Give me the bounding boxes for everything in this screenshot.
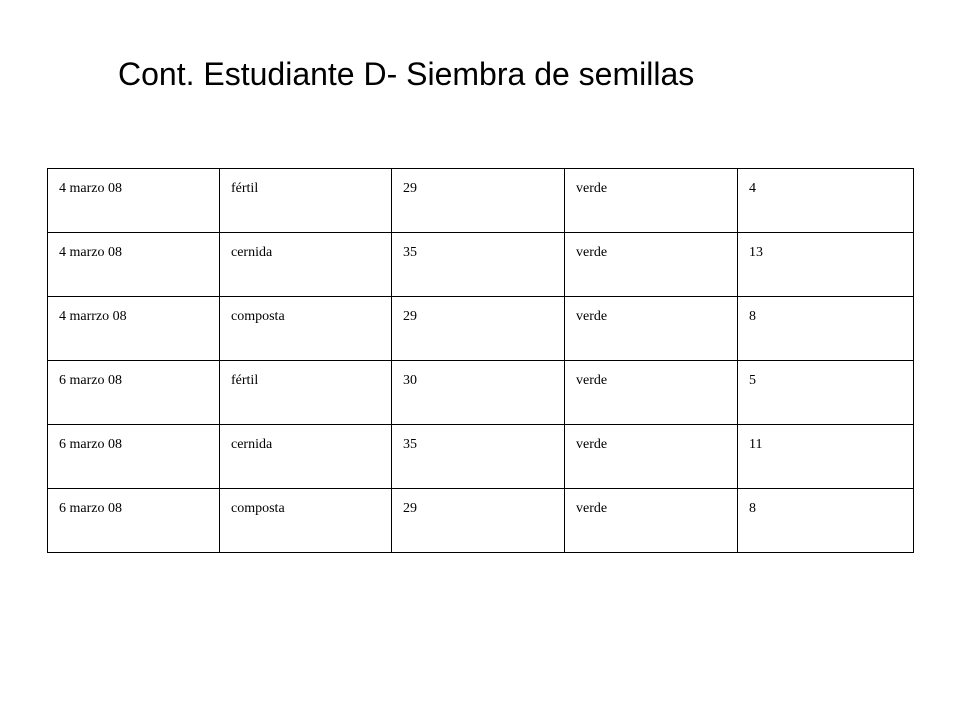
soil-text: fértil <box>231 181 259 196</box>
seed-planting-table <box>47 168 914 553</box>
date-text: 4 marzo 08 <box>59 245 122 260</box>
sprout-cell <box>738 297 914 361</box>
count-cell <box>392 169 565 233</box>
sprout-cell <box>738 233 914 297</box>
count-cell <box>392 233 565 297</box>
sprout-cell <box>738 361 914 425</box>
count-text: 35 <box>403 245 417 260</box>
soil-cell <box>220 233 392 297</box>
count-text: 35 <box>403 437 417 452</box>
slide-title: Cont. Estudiante D- Siembra de semillas <box>118 56 695 92</box>
sprout-cell <box>738 425 914 489</box>
date-text: 4 marzo 08 <box>59 181 122 196</box>
color-text: verde <box>576 181 608 196</box>
sprout-cell <box>738 169 914 233</box>
soil-cell <box>220 169 392 233</box>
count-text: 29 <box>403 309 417 324</box>
soil-text: composta <box>231 501 285 516</box>
color-cell <box>565 297 738 361</box>
date-cell <box>48 489 220 553</box>
color-text: verde <box>576 437 608 452</box>
table-row <box>48 233 914 297</box>
soil-cell <box>220 297 392 361</box>
date-cell <box>48 233 220 297</box>
sprout-cell <box>738 489 914 553</box>
color-text: verde <box>576 309 608 324</box>
color-cell <box>565 233 738 297</box>
count-text: 30 <box>403 373 417 388</box>
sprout-text: 8 <box>749 309 756 324</box>
date-text: 4 marrzo 08 <box>59 309 127 324</box>
count-cell <box>392 297 565 361</box>
color-cell <box>565 169 738 233</box>
color-cell <box>565 425 738 489</box>
sprout-text: 8 <box>749 501 756 516</box>
soil-text: fértil <box>231 373 259 388</box>
count-cell <box>392 489 565 553</box>
count-cell <box>392 361 565 425</box>
date-cell <box>48 425 220 489</box>
table-row <box>48 297 914 361</box>
color-text: verde <box>576 373 608 388</box>
table-row <box>48 425 914 489</box>
sprout-text: 13 <box>749 245 763 260</box>
soil-text: composta <box>231 309 285 324</box>
date-cell <box>48 297 220 361</box>
soil-cell <box>220 489 392 553</box>
date-text: 6 marzo 08 <box>59 501 122 516</box>
soil-cell <box>220 425 392 489</box>
count-text: 29 <box>403 181 417 196</box>
color-cell <box>565 361 738 425</box>
count-text: 29 <box>403 501 417 516</box>
date-cell <box>48 361 220 425</box>
sprout-text: 4 <box>749 181 756 196</box>
soil-cell <box>220 361 392 425</box>
count-cell <box>392 425 565 489</box>
color-text: verde <box>576 501 608 516</box>
date-cell <box>48 169 220 233</box>
date-text: 6 marzo 08 <box>59 437 122 452</box>
table-row <box>48 169 914 233</box>
color-text: verde <box>576 245 608 260</box>
color-cell <box>565 489 738 553</box>
table-row <box>48 489 914 553</box>
soil-text: cernida <box>231 437 273 452</box>
table-row <box>48 361 914 425</box>
date-text: 6 marzo 08 <box>59 373 122 388</box>
sprout-text: 11 <box>749 437 763 452</box>
sprout-text: 5 <box>749 373 756 388</box>
soil-text: cernida <box>231 245 273 260</box>
